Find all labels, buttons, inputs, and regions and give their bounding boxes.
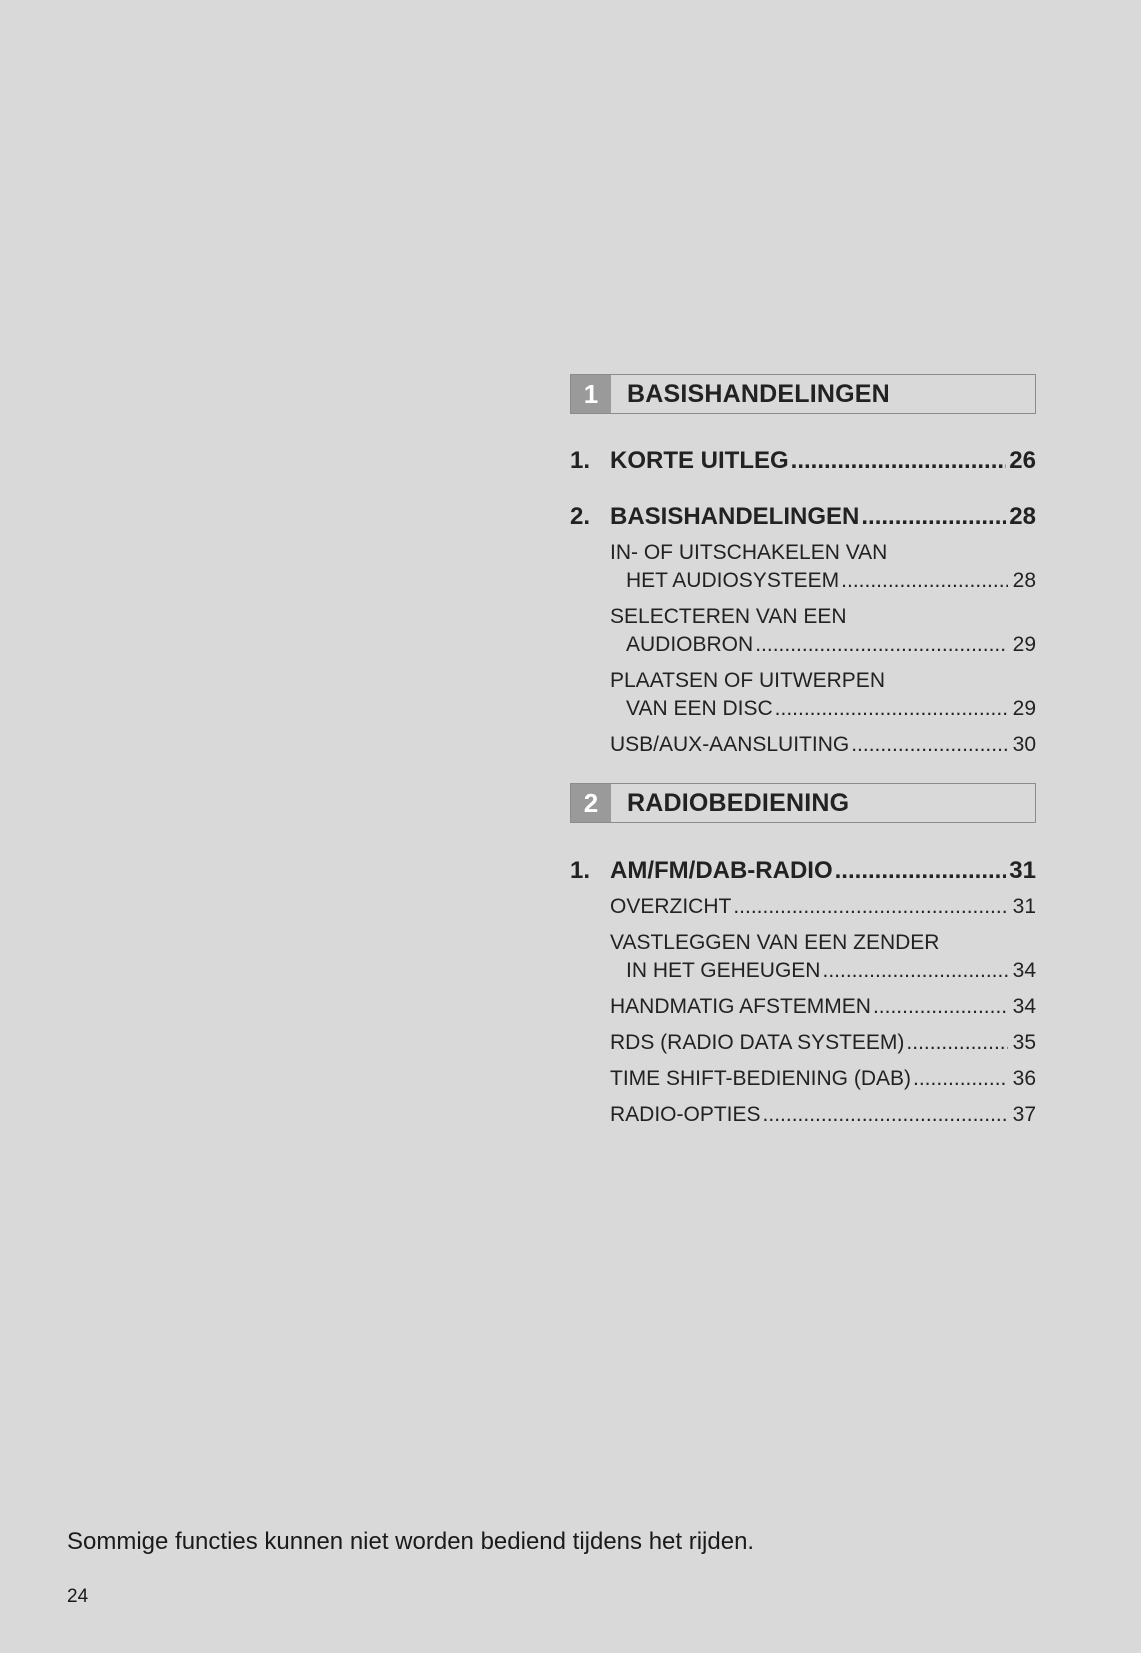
sub-entry-title: HANDMATIG AFSTEMMEN [610,995,871,1018]
sub-entry-page: 29 [1012,697,1036,720]
dot-leader [822,957,1008,985]
section-title: BASISHANDELINGEN [627,379,890,408]
dot-leader [733,893,1008,921]
chapter-title: BASISHANDELINGEN [610,503,860,530]
toc-chapter-entry[interactable] [570,447,1036,475]
chapter-number: 1. [570,857,591,884]
section-number: 1 [571,375,611,413]
sub-entry-title: USB/AUX-AANSLUITING [610,733,850,756]
dot-leader [791,447,1006,475]
chapter-title: KORTE UITLEG [610,447,789,474]
sub-entry-title-line2: HET AUDIOSYSTEEM [626,569,840,592]
section-header [570,374,1036,414]
chapter-title: AM/FM/DAB-RADIO [610,857,833,884]
sub-entry-title-line2: VAN EEN DISC [626,697,773,720]
sub-entry-page: 29 [1012,633,1036,656]
page-number: 24 [67,1586,89,1607]
dot-leader [755,631,1008,659]
sub-entry-page: 28 [1012,569,1036,592]
footer-note: Sommige functies kunnen niet worden bediend tijdens het rijden. [67,1528,755,1555]
chapter-number: 2. [570,503,591,530]
toc-chapter-entry[interactable] [570,857,1036,885]
dot-leader [851,731,1008,759]
dot-leader [775,695,1008,723]
table-of-contents [570,374,1036,1129]
dot-leader [841,567,1008,595]
sub-entry-page: 36 [1012,1067,1036,1090]
toc-sub-entry[interactable] [610,667,1036,723]
sub-entry-page: 34 [1012,995,1036,1018]
dot-leader [861,503,1006,531]
sub-entry-title: RDS (RADIO DATA SYSTEEM) [610,1031,905,1054]
sub-entry-title: TIME SHIFT-BEDIENING (DAB) [610,1067,912,1090]
section-number: 2 [571,784,611,822]
chapter-page: 31 [1009,857,1036,884]
sub-entry-title-line2: IN HET GEHEUGEN [626,959,821,982]
toc-sub-entry[interactable] [610,1029,1036,1057]
sub-entry-page: 31 [1012,895,1036,918]
toc-sub-entry[interactable] [610,1101,1036,1129]
toc-chapter-entry[interactable] [570,503,1036,531]
section-header [570,783,1036,823]
sub-entry-title-line1: VASTLEGGEN VAN EEN ZENDER [610,931,940,954]
toc-sub-entry[interactable] [610,539,1036,595]
sub-entry-title: RADIO-OPTIES [610,1103,761,1126]
toc-sub-entry[interactable] [610,603,1036,659]
sub-entry-page: 37 [1012,1103,1036,1126]
dot-leader [873,993,1008,1021]
sub-entry-page: 34 [1012,959,1036,982]
sub-entry-title-line1: PLAATSEN OF UITWERPEN [610,669,885,692]
toc-sub-entry[interactable] [610,993,1036,1021]
chapter-page: 28 [1009,503,1036,530]
dot-leader [763,1101,1008,1129]
toc-sub-entry[interactable] [610,731,1036,759]
dot-leader [835,857,1006,885]
toc-sub-entry[interactable] [610,893,1036,921]
dot-leader [913,1065,1008,1093]
sub-entry-title-line2: AUDIOBRON [626,633,754,656]
chapter-number: 1. [570,447,591,474]
sub-entry-title-line1: IN- OF UITSCHAKELEN VAN [610,541,888,564]
toc-sub-entry[interactable] [610,929,1036,985]
toc-sub-entry[interactable] [610,1065,1036,1093]
sub-entry-title-line1: SELECTEREN VAN EEN [610,605,847,628]
sub-entry-title: OVERZICHT [610,895,732,918]
chapter-page: 26 [1009,447,1036,474]
dot-leader [906,1029,1008,1057]
sub-entry-page: 35 [1012,1031,1036,1054]
section-title: RADIOBEDIENING [627,788,850,817]
sub-entry-page: 30 [1012,733,1036,756]
